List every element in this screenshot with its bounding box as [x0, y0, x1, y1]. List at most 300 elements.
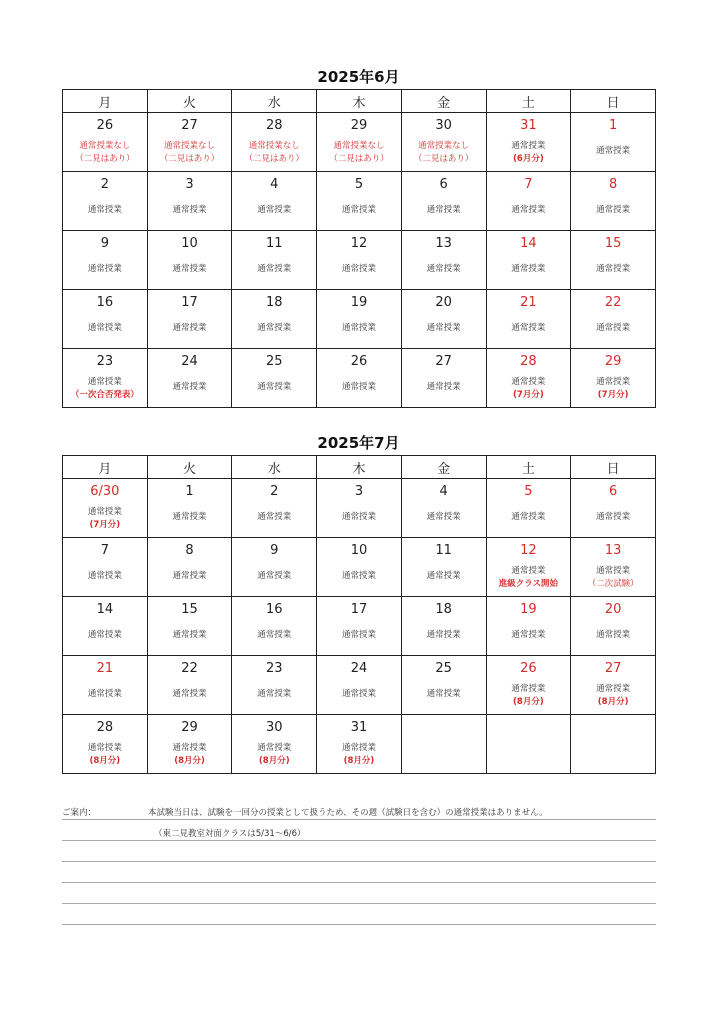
- day-number: 16: [96, 295, 114, 310]
- day-notes: [487, 322, 571, 335]
- day-cell: [63, 290, 148, 349]
- day-cell: [571, 597, 656, 656]
- day-notes: [232, 629, 316, 642]
- day-notes: [571, 511, 655, 524]
- day-cell: [147, 715, 232, 774]
- day-number: 8: [185, 543, 194, 558]
- day-notes: [317, 263, 401, 276]
- day-cell: [317, 290, 402, 349]
- weekday-header: 日: [571, 456, 656, 479]
- day-number: 27: [181, 118, 198, 133]
- day-cell: [486, 290, 571, 349]
- day-note: (7月分): [89, 520, 121, 530]
- day-cell: [486, 597, 571, 656]
- day-notes: [402, 140, 486, 166]
- day-cell: [317, 656, 402, 715]
- day-number: 5: [524, 484, 533, 499]
- day-number: 31: [520, 118, 537, 133]
- day-note: 通常授業: [341, 382, 376, 392]
- day-number: 17: [350, 602, 368, 617]
- day-number: 12: [350, 236, 368, 251]
- note-rule: [62, 882, 656, 883]
- week-row: [63, 479, 656, 538]
- day-note: 通常授業: [87, 743, 122, 753]
- day-notes: [402, 322, 486, 335]
- day-cell: [63, 113, 148, 172]
- day-cell: [486, 231, 571, 290]
- day-note: 通常授業: [596, 566, 631, 576]
- weekday-header: 木: [317, 456, 402, 479]
- day-number: 24: [350, 661, 368, 676]
- day-cell: [486, 113, 571, 172]
- day-notes: [232, 381, 316, 394]
- day-cell: [317, 597, 402, 656]
- day-cell: [317, 231, 402, 290]
- day-notes: [402, 688, 486, 701]
- day-note: 通常授業: [426, 264, 461, 274]
- day-number: 6: [608, 484, 618, 499]
- day-number: 15: [181, 602, 198, 617]
- day-number: 5: [354, 177, 364, 192]
- day-number: 28: [265, 118, 283, 133]
- day-cell: [571, 172, 656, 231]
- day-cell: [401, 113, 486, 172]
- july-title: 2025年7月: [317, 434, 400, 452]
- day-cell: [63, 172, 148, 231]
- day-notes: [402, 204, 486, 217]
- day-cell: [147, 479, 232, 538]
- day-note: 通常授業なし: [418, 141, 470, 151]
- day-notes: [148, 570, 232, 583]
- day-note: 通常授業: [426, 689, 461, 699]
- day-note: 通常授業: [87, 630, 122, 640]
- week-row: [63, 538, 656, 597]
- day-notes: [571, 565, 655, 591]
- day-note: 通常授業: [172, 205, 207, 215]
- day-number: 28: [96, 720, 114, 735]
- day-cell: [63, 656, 148, 715]
- day-cell: [63, 231, 148, 290]
- day-number: 9: [100, 236, 109, 251]
- empty-cell: [401, 715, 486, 774]
- day-number: 28: [520, 354, 537, 369]
- day-number: 2: [270, 484, 279, 499]
- day-number: 19: [350, 295, 368, 310]
- day-cell: [317, 479, 402, 538]
- day-note: 通常授業: [511, 205, 546, 215]
- day-note: 通常授業: [426, 205, 461, 215]
- day-note: （二見はあり）: [244, 154, 305, 164]
- empty-cell: [486, 715, 571, 774]
- day-note: 通常授業: [87, 205, 122, 215]
- week-row: [63, 656, 656, 715]
- day-cell: [147, 597, 232, 656]
- june-calendar: [62, 89, 656, 408]
- day-number: 26: [96, 118, 114, 133]
- notice-label: ご案内：: [62, 808, 97, 818]
- day-number: 4: [439, 484, 448, 499]
- day-cell: [232, 538, 317, 597]
- day-notes: [487, 511, 571, 524]
- day-notes: [571, 204, 655, 217]
- day-notes: [317, 204, 401, 217]
- day-number: 27: [604, 661, 622, 676]
- day-cell: [571, 538, 656, 597]
- day-note: 通常授業: [426, 323, 461, 333]
- day-notes: [232, 570, 316, 583]
- weekday-header: 月: [63, 90, 148, 113]
- day-note: 通常授業: [596, 684, 631, 694]
- day-note: 通常授業なし: [333, 141, 385, 151]
- day-cell: [147, 290, 232, 349]
- day-notes: [63, 742, 147, 768]
- day-notes: [402, 629, 486, 642]
- day-number: 21: [520, 295, 537, 310]
- day-notes: [317, 381, 401, 394]
- day-note: 通常授業: [511, 566, 546, 576]
- day-number: 8: [608, 177, 618, 192]
- day-notes: [487, 565, 571, 591]
- day-notes: [487, 263, 571, 276]
- day-note: (8月分): [258, 756, 290, 766]
- day-cell: [401, 538, 486, 597]
- day-notes: [148, 511, 232, 524]
- day-note: 通常授業: [426, 512, 461, 522]
- day-note: 通常授業: [426, 382, 461, 392]
- day-cell: [401, 349, 486, 408]
- day-notes: [487, 683, 571, 709]
- day-number: 13: [435, 236, 452, 251]
- day-number: 10: [181, 236, 198, 251]
- day-number: 14: [520, 236, 537, 251]
- day-cell: [232, 715, 317, 774]
- day-note: (8月分): [174, 756, 205, 766]
- week-row: [63, 231, 656, 290]
- day-number: 2: [100, 177, 109, 192]
- day-number: 11: [265, 236, 283, 251]
- day-note: 通常授業: [341, 689, 376, 699]
- day-notes: [148, 322, 232, 335]
- day-cell: [232, 597, 317, 656]
- day-cell: [317, 113, 402, 172]
- day-number: 21: [96, 661, 114, 676]
- day-note: 通常授業: [426, 571, 461, 581]
- day-note: 通常授業: [341, 323, 376, 333]
- day-notes: [317, 511, 401, 524]
- day-number: 7: [524, 177, 533, 192]
- day-number: 18: [265, 295, 283, 310]
- day-note: 通常授業: [511, 264, 546, 274]
- day-number: 6/30: [90, 484, 120, 499]
- day-cell: [401, 656, 486, 715]
- day-note: （二見はあり）: [159, 154, 220, 164]
- day-cell: [401, 172, 486, 231]
- day-note: 通常授業: [596, 323, 631, 333]
- day-note: 通常授業: [341, 512, 376, 522]
- day-cell: [317, 715, 402, 774]
- day-note: 通常授業: [426, 630, 461, 640]
- day-number: 3: [185, 177, 194, 192]
- day-notes: [571, 322, 655, 335]
- day-note: 通常授業なし: [79, 141, 131, 151]
- day-note: 通常授業: [87, 377, 122, 387]
- notice-line-1: 本試験当日は、試験を一回分の授業として扱うため、その週（試験日を含む）の通常授業はありません。: [148, 808, 548, 818]
- day-note: 通常授業なし: [164, 141, 216, 151]
- day-number: 7: [100, 543, 109, 558]
- day-note: 通常授業: [172, 264, 207, 274]
- day-notes: [317, 688, 401, 701]
- day-notes: [402, 263, 486, 276]
- day-number: 25: [265, 354, 283, 369]
- weekday-header: 土: [486, 456, 571, 479]
- day-notes: [148, 629, 232, 642]
- day-note: 通常授業: [257, 630, 292, 640]
- day-note: (7月分): [513, 390, 544, 400]
- day-notes: [63, 506, 147, 532]
- weekday-header: 月: [63, 456, 148, 479]
- day-note: 進級クラス開始: [498, 579, 558, 589]
- day-cell: [486, 479, 571, 538]
- day-notes: [402, 570, 486, 583]
- weekday-header: 木: [317, 90, 402, 113]
- day-note: 通常授業: [341, 571, 376, 581]
- day-cell: [147, 349, 232, 408]
- day-number: 10: [350, 543, 368, 558]
- day-note: 通常授業: [596, 377, 631, 387]
- day-cell: [401, 231, 486, 290]
- day-note: 通常授業: [257, 382, 292, 392]
- note-rule: [62, 924, 656, 925]
- june-title: 2025年6月: [317, 68, 400, 86]
- day-note: 通常授業: [172, 382, 207, 392]
- day-cell: [486, 349, 571, 408]
- day-note: （二見はあり）: [329, 154, 389, 164]
- weekday-header: 土: [486, 90, 571, 113]
- day-number: 20: [435, 295, 452, 310]
- day-note: 通常授業: [172, 571, 207, 581]
- day-cell: [147, 656, 232, 715]
- day-notes: [317, 140, 401, 166]
- day-notes: [487, 140, 571, 166]
- day-notes: [402, 381, 486, 394]
- day-number: 15: [604, 236, 622, 251]
- week-row: [63, 113, 656, 172]
- day-cell: [571, 656, 656, 715]
- weekday-header: 日: [571, 90, 656, 113]
- empty-cell: [571, 715, 656, 774]
- day-notes: [63, 263, 147, 276]
- day-note: 通常授業: [257, 689, 292, 699]
- day-notes: [63, 140, 147, 166]
- day-note: 通常授業: [87, 323, 122, 333]
- day-note: （二見はあり）: [413, 154, 474, 164]
- day-notes: [571, 376, 655, 402]
- day-number: 31: [350, 720, 368, 735]
- day-notes: [63, 322, 147, 335]
- day-note: (8月分): [597, 697, 629, 707]
- day-note: 通常授業: [257, 743, 292, 753]
- day-note: 通常授業: [172, 689, 207, 699]
- day-note: 通常授業: [172, 630, 207, 640]
- day-note: （二次試験）: [587, 579, 639, 589]
- day-note: 通常授業: [511, 684, 546, 694]
- day-cell: [147, 172, 232, 231]
- day-number: 30: [265, 720, 283, 735]
- weekday-header-row: [63, 90, 656, 113]
- day-note: 通常授業: [341, 205, 376, 215]
- day-notes: [317, 629, 401, 642]
- day-note: 通常授業: [87, 689, 122, 699]
- day-cell: [232, 290, 317, 349]
- day-notes: [571, 629, 655, 642]
- day-note: 通常授業: [172, 512, 207, 522]
- note-rule: [62, 903, 656, 904]
- july-calendar: [62, 455, 656, 774]
- day-notes: [148, 688, 232, 701]
- notice-line-2: （東二見教室対面クラスは5/31～6/6）: [154, 829, 306, 839]
- day-cell: [317, 538, 402, 597]
- day-cell: [232, 349, 317, 408]
- day-note: 通常授業: [511, 141, 546, 151]
- day-number: 1: [608, 118, 618, 133]
- day-note: （二見はあり）: [75, 154, 135, 164]
- day-note: (7月分): [597, 390, 629, 400]
- day-notes: [232, 204, 316, 217]
- day-notes: [148, 381, 232, 394]
- note-rule: [62, 861, 656, 862]
- week-row: [63, 597, 656, 656]
- day-number: 30: [435, 118, 452, 133]
- day-cell: [571, 231, 656, 290]
- day-note: 通常授業: [511, 512, 546, 522]
- day-notes: [317, 742, 401, 768]
- day-notes: [487, 629, 571, 642]
- day-number: 29: [350, 118, 368, 133]
- weekday-header: 火: [147, 90, 232, 113]
- day-notes: [232, 742, 316, 768]
- day-cell: [63, 349, 148, 408]
- day-number: 14: [96, 602, 114, 617]
- day-cell: [147, 231, 232, 290]
- day-note: (6月分): [513, 154, 544, 164]
- weekday-header: 水: [232, 456, 317, 479]
- day-number: 3: [354, 484, 364, 499]
- day-note: 通常授業: [596, 512, 631, 522]
- day-cell: [571, 113, 656, 172]
- day-note: 通常授業: [257, 512, 292, 522]
- day-notes: [402, 511, 486, 524]
- day-note: 通常授業: [596, 264, 631, 274]
- day-notes: [148, 204, 232, 217]
- day-notes: [232, 322, 316, 335]
- day-number: 27: [435, 354, 452, 369]
- day-cell: [63, 597, 148, 656]
- note-rule: [62, 819, 656, 820]
- day-note: 通常授業: [87, 264, 122, 274]
- day-notes: [232, 511, 316, 524]
- day-number: 22: [181, 661, 198, 676]
- day-notes: [317, 322, 401, 335]
- day-note: 通常授業: [511, 377, 546, 387]
- day-note: 通常授業: [87, 507, 122, 517]
- day-number: 23: [96, 354, 114, 369]
- week-row: [63, 290, 656, 349]
- day-number: 29: [604, 354, 622, 369]
- day-number: 24: [181, 354, 198, 369]
- day-notes: [487, 376, 571, 402]
- day-cell: [63, 715, 148, 774]
- day-number: 26: [350, 354, 368, 369]
- weekday-header-row: [63, 456, 656, 479]
- day-number: 13: [604, 543, 622, 558]
- day-note: 通常授業: [87, 571, 122, 581]
- weekday-header: 水: [232, 90, 317, 113]
- day-number: 6: [439, 177, 448, 192]
- day-number: 18: [435, 602, 452, 617]
- day-cell: [232, 479, 317, 538]
- day-number: 19: [520, 602, 537, 617]
- day-notes: [63, 376, 147, 402]
- week-row: [63, 349, 656, 408]
- day-cell: [63, 538, 148, 597]
- day-number: 9: [270, 543, 279, 558]
- day-note: 通常授業: [596, 205, 631, 215]
- day-number: 29: [181, 720, 198, 735]
- day-note: 通常授業: [511, 323, 546, 333]
- day-number: 4: [270, 177, 279, 192]
- day-note: (8月分): [343, 756, 375, 766]
- day-cell: [147, 538, 232, 597]
- day-note: 通常授業: [257, 264, 292, 274]
- day-notes: [148, 263, 232, 276]
- day-cell: [571, 349, 656, 408]
- day-notes: [63, 204, 147, 217]
- day-cell: [232, 172, 317, 231]
- week-row: [63, 715, 656, 774]
- day-cell: [63, 479, 148, 538]
- day-cell: [486, 172, 571, 231]
- day-note: 通常授業: [596, 630, 631, 640]
- day-notes: [148, 140, 232, 166]
- day-cell: [571, 479, 656, 538]
- day-number: 1: [185, 484, 194, 499]
- day-cell: [486, 538, 571, 597]
- day-note: (8月分): [89, 756, 121, 766]
- day-note: 通常授業: [172, 323, 207, 333]
- day-number: 20: [604, 602, 622, 617]
- day-cell: [401, 597, 486, 656]
- day-note: 通常授業: [341, 630, 376, 640]
- day-notes: [63, 688, 147, 701]
- day-notes: [63, 570, 147, 583]
- day-note: 通常授業: [341, 264, 376, 274]
- day-number: 22: [604, 295, 622, 310]
- day-number: 17: [181, 295, 198, 310]
- day-number: 26: [520, 661, 537, 676]
- day-cell: [486, 656, 571, 715]
- day-note: 通常授業: [257, 205, 292, 215]
- weekday-header: 火: [147, 456, 232, 479]
- day-number: 25: [435, 661, 452, 676]
- day-note: 通常授業: [511, 630, 546, 640]
- note-rule: [62, 840, 656, 841]
- day-number: 16: [265, 602, 283, 617]
- day-cell: [317, 172, 402, 231]
- day-note: （一次合否発表）: [70, 390, 139, 400]
- day-notes: [232, 140, 316, 166]
- day-cell: [232, 113, 317, 172]
- day-notes: [571, 263, 655, 276]
